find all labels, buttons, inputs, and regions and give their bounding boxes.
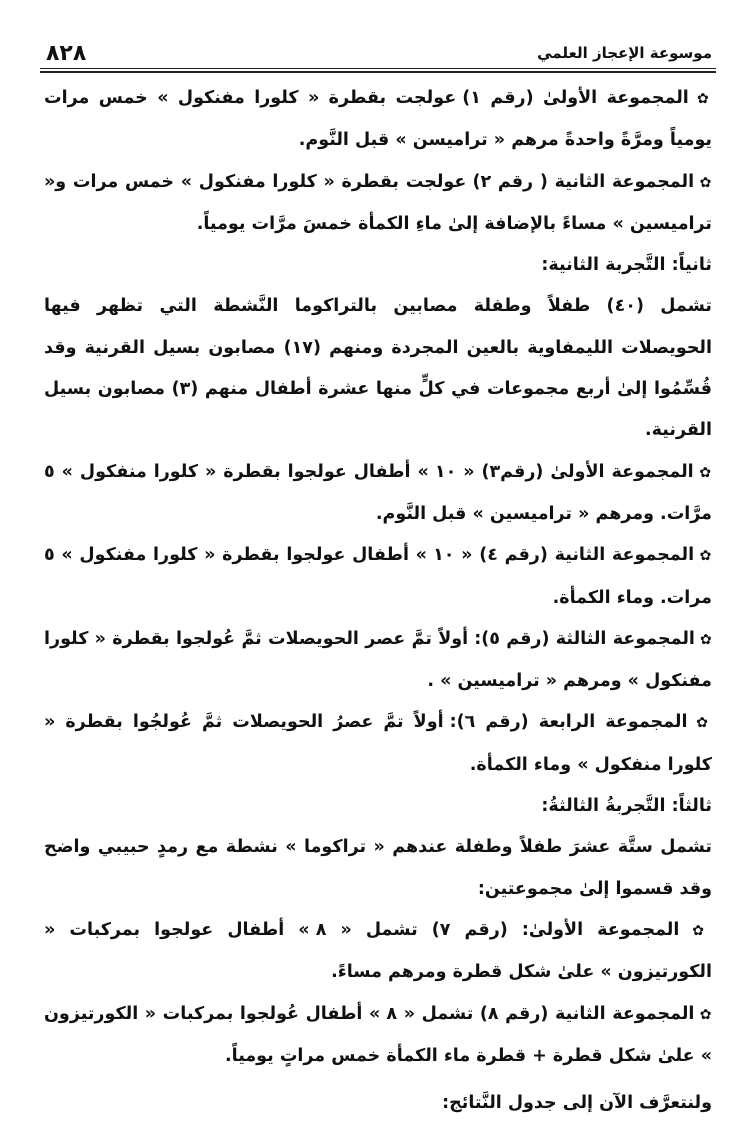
section-heading-experiment-2: ثانياً: التَّجربة الثانية: — [541, 255, 712, 276]
group-7-paragraph: ✿ المجموعة الأولىٰ: (رقم ٧) تشمل « ٨ » أطفال عولجوا بمركبات « الكورتيزون » علىٰ شكل قطرة ومرهم مساءً. — [44, 910, 712, 994]
group-2-paragraph: ✿ المجموعة الثانية ( رقم ٢) عولجت بقطرة « كلورا مفنكول » خمس مرات و« ترامیسین » مساءً بالإضافة إلىٰ ماءِ الكمأة خمسَ مرَّات يومياً. — [44, 162, 712, 246]
results-heading: ولنتعرَّف الآن إلى جدول النَّتائج: — [442, 1093, 712, 1114]
header-rule-thick — [40, 71, 716, 73]
section-heading-experiment-3: ثالثاً: التَّجربةُ الثالثةُ: — [541, 796, 712, 817]
page-number: ٨٢٨ — [46, 40, 87, 66]
group-3-paragraph: ✿ المجموعة الأولىٰ (رقم٣) « ١٠ » أطفال عولجوا بقطرة « كلورا منفكول » ٥ مرَّات. ومرهم « ترامیسین » قبل النَّوم. — [44, 452, 712, 536]
group-4-paragraph: ✿ المجموعة الثانية (رقم ٤) « ١٠ » أطفال عولجوا بقطرة « كلورا مفنكول » ٥ مرات. وماء الكمأة. — [44, 535, 712, 619]
group-5-paragraph: ✿ المجموعة الثالثة (رقم ٥): أولاً تمَّ عصر الحويصلات ثمَّ عُولجوا بقطرة « كلورا مفنكول » ومرهم « ترامیسین » . — [44, 619, 712, 703]
group-6-paragraph: ✿ المجموعة الرابعة (رقم ٦): أولاً تمَّ عصرُ الحويصلات ثمَّ عُولجُوا بقطرة « كلورا منفكول » وماء الكمأة. — [44, 702, 712, 786]
header-rule — [40, 68, 716, 69]
group-1-paragraph: ✿ المجموعة الأولىٰ (رقم ١) عولجت بقطرة « كلورا مفنكول » خمس مرات يومياً ومرَّةً واحدةً مرهم « ترامیسن » قبل النَّوم. — [44, 78, 712, 162]
page-body — [44, 78, 712, 1124]
running-title: موسوعة الإعجاز العلمي — [537, 44, 712, 62]
group-8-paragraph: ✿ المجموعة الثانية (رقم ٨) تشمل « ٨ » أطفال عُولجوا بمركبات « الكورتيزون » علىٰ شكل قطرة + قطرة ماء الكمأة خمس مراتٍ يومياً. — [44, 994, 712, 1078]
experiment-2-description: تشمل (٤٠) طفلاً وطفلة مصابين بالتراكوما النَّشطة التي تظهر فيها الحويصلات الليمفاوية بالعين المجردة ومنهم (١٧) مصابون بسيل القرنية وقد قُسِّمُوا إلىٰ أربع مجموعات في كلٍّ منها عشرة أطفال منهم (٣) مصابون بسيل القرنية. — [44, 296, 713, 441]
page-header — [40, 36, 716, 70]
experiment-3-description: تشمل ستَّة عشرَ طفلاً وطفلة عندهم « تراكوما » نشطة مع رمدٍ حبيبي واضح وقد قسموا إلىٰ مجموعتين: — [44, 837, 712, 899]
